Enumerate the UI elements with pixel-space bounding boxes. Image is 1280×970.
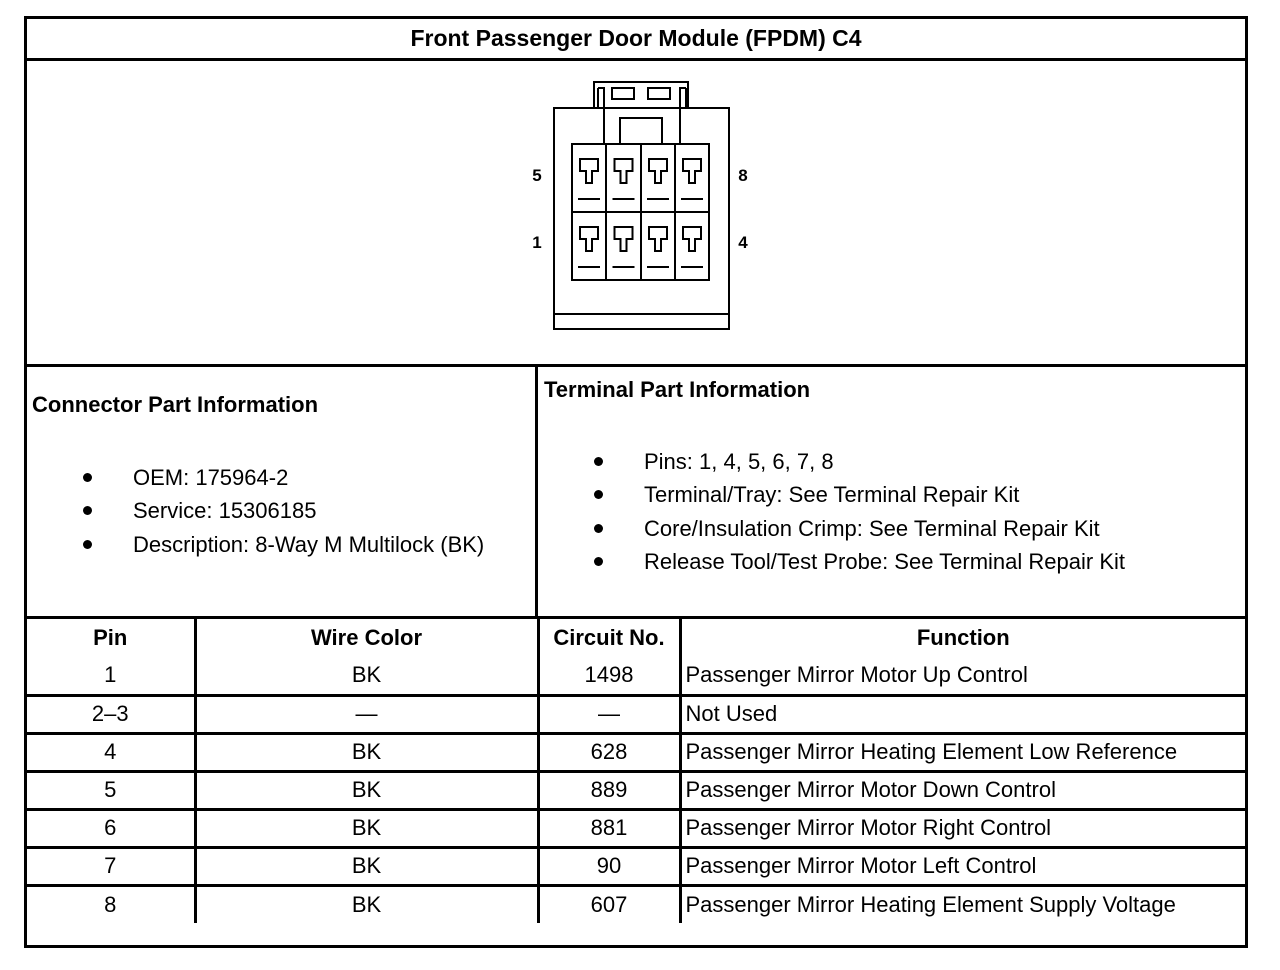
connector-info-item: OEM: 175964-2: [83, 461, 484, 494]
pin-table-header-row: [27, 619, 1245, 657]
function-cell: Not Used: [680, 695, 1245, 733]
circuit-cell: 1498: [538, 657, 680, 695]
connector-latch: [594, 82, 688, 108]
table-row: [27, 771, 1245, 809]
circuit-cell: 628: [538, 733, 680, 771]
pin-cell: 7: [27, 847, 195, 885]
table-row: [27, 809, 1245, 847]
pin-label-5: 5: [532, 166, 542, 185]
bullet-icon: [594, 457, 603, 466]
pin-label-4: 4: [738, 233, 748, 252]
wire-color-cell: BK: [195, 657, 538, 695]
function-cell: Passenger Mirror Motor Up Control: [680, 657, 1245, 695]
pin-cell: 8: [27, 885, 195, 923]
wire-color-cell: BK: [195, 809, 538, 847]
pin-label-1: 1: [532, 233, 542, 252]
terminal-cavity-icon: [649, 159, 667, 183]
terminal-cavity-icon: [649, 227, 667, 251]
function-cell: Passenger Mirror Motor Right Control: [680, 809, 1245, 847]
header-function: Function: [680, 619, 1245, 657]
header-circuit-no: Circuit No.: [538, 619, 680, 657]
terminal-part-info: [538, 367, 1245, 616]
circuit-cell: 607: [538, 885, 680, 923]
bullet-icon: [594, 557, 603, 566]
terminal-cavity-icon: [615, 159, 633, 183]
terminal-cavity-icon: [580, 227, 598, 251]
wire-color-cell: BK: [195, 771, 538, 809]
pin-label-8: 8: [738, 166, 748, 185]
connector-info-heading: Connector Part Information: [32, 392, 319, 417]
table-row: [27, 733, 1245, 771]
table-row: [27, 885, 1245, 923]
terminal-cavity-icon: [683, 159, 701, 183]
pin-cell: 6: [27, 809, 195, 847]
bullet-icon: [83, 506, 92, 515]
pin-cell: 5: [27, 771, 195, 809]
terminal-cavity-icon: [683, 227, 701, 251]
wire-color-cell: —: [195, 695, 538, 733]
connector-info-list: [83, 461, 484, 561]
terminal-cavity-icon: [580, 159, 598, 183]
terminal-info-heading: Terminal Part Information: [544, 377, 811, 402]
header-wire-color: Wire Color: [195, 619, 538, 657]
circuit-cell: 889: [538, 771, 680, 809]
wire-color-cell: BK: [195, 885, 538, 923]
part-info-panel: [27, 367, 1245, 619]
function-cell: Passenger Mirror Heating Element Supply Voltage: [680, 885, 1245, 923]
connector-diagram-panel: [27, 61, 1245, 367]
pin-cell: 4: [27, 733, 195, 771]
terminal-info-item: Release Tool/Test Probe: See Terminal Repair Kit: [594, 545, 1125, 578]
function-cell: Passenger Mirror Motor Left Control: [680, 847, 1245, 885]
wire-color-cell: BK: [195, 733, 538, 771]
connector-info-item: Description: 8-Way M Multilock (BK): [83, 528, 484, 561]
pin-table: [27, 619, 1245, 923]
bullet-icon: [594, 524, 603, 533]
bullet-icon: [83, 473, 92, 482]
connector-sheet: [24, 16, 1248, 948]
function-cell: Passenger Mirror Heating Element Low Reference: [680, 733, 1245, 771]
pin-cell: 2–3: [27, 695, 195, 733]
bullet-icon: [83, 540, 92, 549]
terminal-info-list: [594, 445, 1125, 578]
page-title: Front Passenger Door Module (FPDM) C4: [27, 19, 1245, 61]
function-cell: Passenger Mirror Motor Down Control: [680, 771, 1245, 809]
terminal-cavity-icon: [615, 227, 633, 251]
connector-info-item: Service: 15306185: [83, 494, 484, 527]
connector-face-diagram: [27, 61, 1245, 364]
bullet-icon: [594, 490, 603, 499]
wire-color-cell: BK: [195, 847, 538, 885]
pin-cell: 1: [104, 662, 117, 688]
circuit-cell: 90: [538, 847, 680, 885]
header-pin: Pin: [93, 625, 128, 650]
table-row: [27, 847, 1245, 885]
terminal-info-item: Terminal/Tray: See Terminal Repair Kit: [594, 478, 1125, 511]
table-row: [27, 695, 1245, 733]
terminal-info-item: Pins: 1, 4, 5, 6, 7, 8: [594, 445, 1125, 478]
connector-part-info: [27, 367, 538, 616]
circuit-cell: 881: [538, 809, 680, 847]
terminal-info-item: Core/Insulation Crimp: See Terminal Repair Kit: [594, 512, 1125, 545]
table-row: [27, 657, 1245, 695]
circuit-cell: —: [538, 695, 680, 733]
